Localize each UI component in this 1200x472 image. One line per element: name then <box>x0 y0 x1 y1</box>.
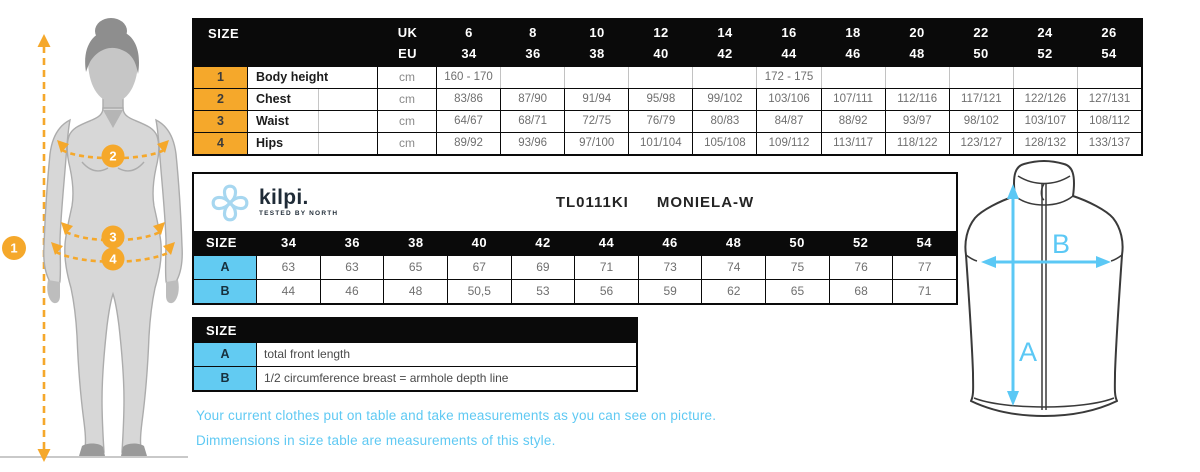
size-header-label: SIZE <box>208 26 240 41</box>
row-value: 93/97 <box>886 111 950 132</box>
row-label: Body height <box>248 67 378 88</box>
row-value: 74 <box>702 256 766 279</box>
eu-size: 44 <box>781 45 797 61</box>
row-value: 75 <box>766 256 830 279</box>
product-table-rows <box>194 255 956 303</box>
body-table-row <box>194 132 1141 154</box>
row-value: 84/87 <box>757 111 821 132</box>
row-value: 48 <box>384 280 448 303</box>
uk-size: 18 <box>845 25 861 41</box>
row-value: 56 <box>575 280 639 303</box>
product-size: 46 <box>662 235 678 250</box>
product-size: 48 <box>725 235 742 250</box>
note-line-1: Your current clothes put on table and take measurements as you can see on picture. <box>196 408 717 423</box>
row-value: 113/117 <box>822 133 886 154</box>
row-value: 87/90 <box>501 89 565 110</box>
product-title <box>354 194 956 211</box>
uk-size: 22 <box>973 25 989 41</box>
marker-3: 3 <box>109 229 117 245</box>
body-table-row <box>194 110 1141 132</box>
legend-row <box>194 342 636 366</box>
row-value <box>1078 67 1141 88</box>
row-value: 64/67 <box>437 111 501 132</box>
body-size-column <box>501 20 565 66</box>
row-number: 1 <box>194 67 248 88</box>
row-value: 117/121 <box>950 89 1014 110</box>
uk-size: 8 <box>529 25 537 41</box>
row-value <box>693 67 757 88</box>
product-size: 54 <box>916 235 932 250</box>
row-value: 62 <box>702 280 766 303</box>
legend-header: SIZE <box>194 319 636 342</box>
row-value: 80/83 <box>693 111 757 132</box>
legend-rows <box>194 342 636 390</box>
brand-tagline: TESTED BY NORTH <box>259 210 339 217</box>
brand-name: kilpi. <box>259 186 309 209</box>
row-value <box>501 67 565 88</box>
row-value: 122/126 <box>1014 89 1078 110</box>
row-value: 128/132 <box>1014 133 1078 154</box>
body-size-column <box>949 20 1013 66</box>
body-size-column <box>821 20 885 66</box>
legend-table <box>192 317 638 392</box>
uk-size: 20 <box>909 25 925 41</box>
row-value <box>565 67 629 88</box>
marker-4: 4 <box>109 251 117 267</box>
row-value: 77 <box>918 260 932 274</box>
product-size: 42 <box>535 235 551 250</box>
row-value: 72/75 <box>565 111 629 132</box>
eu-size: 52 <box>1037 45 1053 61</box>
row-value: 118/122 <box>886 133 950 154</box>
row-number: 4 <box>194 133 248 154</box>
eu-size: 38 <box>589 45 605 61</box>
row-value: 46 <box>321 280 385 303</box>
uk-label: UK <box>397 25 418 41</box>
row-value: 108/112 <box>1089 115 1130 127</box>
row-value: 50,5 <box>448 280 512 303</box>
eu-size: 40 <box>653 45 669 61</box>
row-unit: cm <box>378 111 437 132</box>
body-size-column <box>437 20 501 66</box>
product-size-header <box>194 231 956 255</box>
row-value: 65 <box>384 256 448 279</box>
row-label: A <box>194 256 257 279</box>
row-value: 103/107 <box>1014 111 1078 132</box>
row-value: 109/112 <box>757 133 821 154</box>
row-value: 99/102 <box>693 89 757 110</box>
row-value: 91/94 <box>565 89 629 110</box>
row-label: Chest <box>248 89 378 110</box>
row-value: 95/98 <box>629 89 693 110</box>
row-value: 112/116 <box>886 89 950 110</box>
row-value <box>822 67 886 88</box>
body-measurements-table <box>192 18 1143 156</box>
row-value: 97/100 <box>565 133 629 154</box>
row-number: 3 <box>194 111 248 132</box>
eu-label: EU <box>398 45 417 61</box>
row-value: 127/131 <box>1088 93 1131 105</box>
body-table-row <box>194 66 1141 88</box>
marker-2: 2 <box>109 148 117 164</box>
vest-label-a: A <box>1019 337 1038 367</box>
body-size-column <box>693 20 757 66</box>
row-value <box>629 67 693 88</box>
row-unit: cm <box>378 133 437 154</box>
row-value: 98/102 <box>950 111 1014 132</box>
eu-size: 50 <box>973 45 989 61</box>
row-label: B <box>194 280 257 303</box>
row-value: 44 <box>257 280 321 303</box>
arrow-up-icon <box>38 34 51 47</box>
row-label: Waist <box>248 111 378 132</box>
row-value: 63 <box>321 256 385 279</box>
row-value: 68/71 <box>501 111 565 132</box>
row-value: 133/137 <box>1088 137 1131 149</box>
figure-svg <box>0 0 190 472</box>
row-label: Hips <box>248 133 378 154</box>
kilpi-knot-icon <box>210 183 250 223</box>
row-value: 123/127 <box>950 133 1014 154</box>
row-value: 101/104 <box>629 133 693 154</box>
row-number: 2 <box>194 89 248 110</box>
body-size-column <box>1077 20 1141 66</box>
row-value: 88/92 <box>822 111 886 132</box>
body-size-column <box>565 20 629 66</box>
row-value: 71 <box>918 284 932 298</box>
body-size-column <box>629 20 693 66</box>
uk-size: 14 <box>717 25 733 41</box>
garment-size-table <box>192 172 958 305</box>
marker-1: 1 <box>10 240 18 256</box>
product-size: 34 <box>281 235 297 250</box>
row-value: 105/108 <box>693 133 757 154</box>
product-table-row <box>194 279 956 303</box>
row-value: 53 <box>512 280 576 303</box>
row-value: 93/96 <box>501 133 565 154</box>
body-table-header <box>194 20 1141 66</box>
eu-size: 36 <box>525 45 541 61</box>
row-value: 89/92 <box>437 133 501 154</box>
product-size-columns <box>257 231 956 255</box>
vest-svg <box>956 158 1176 418</box>
row-value <box>1014 67 1078 88</box>
eu-size: 42 <box>717 45 733 61</box>
row-value: 59 <box>639 280 703 303</box>
kilpi-logo <box>194 183 338 223</box>
vest-label-b: B <box>1052 229 1071 259</box>
brand-bar <box>194 174 956 231</box>
uk-size: 6 <box>465 25 473 41</box>
body-figure-illustration <box>0 0 190 472</box>
row-value: 71 <box>575 256 639 279</box>
product-table-row <box>194 255 956 279</box>
row-value: 69 <box>512 256 576 279</box>
uk-size: 24 <box>1037 25 1053 41</box>
row-value: 172 - 175 <box>757 67 821 88</box>
vest-illustration <box>956 158 1176 418</box>
notes <box>196 403 716 453</box>
eu-size: 34 <box>461 45 477 61</box>
product-size: 40 <box>471 235 488 250</box>
eu-size: 48 <box>909 45 925 61</box>
row-value: 63 <box>257 256 321 279</box>
row-value: 76/79 <box>629 111 693 132</box>
product-size: 50 <box>789 235 805 250</box>
arrow-down-icon <box>38 449 51 462</box>
row-value: 76 <box>830 256 894 279</box>
row-value <box>886 67 950 88</box>
product-size: 36 <box>344 235 361 250</box>
product-size: 38 <box>408 235 424 250</box>
body-size-column <box>757 20 821 66</box>
row-unit: cm <box>378 67 437 88</box>
body-size-column <box>1013 20 1077 66</box>
row-value: 107/111 <box>822 89 886 110</box>
row-value: 73 <box>639 256 703 279</box>
uk-size: 26 <box>1101 25 1117 41</box>
uk-size: 12 <box>653 25 669 41</box>
body-size-columns <box>437 20 1141 66</box>
row-value: 103/106 <box>757 89 821 110</box>
row-label: A <box>194 343 257 366</box>
eu-size: 54 <box>1101 45 1117 61</box>
row-description: 1/2 circumference breast = armhole depth line <box>264 371 509 385</box>
body-table-rows <box>194 66 1141 154</box>
product-name: MONIELA-W <box>656 194 755 211</box>
row-value: 67 <box>448 256 512 279</box>
row-value: 160 - 170 <box>437 67 501 88</box>
row-label: B <box>194 367 257 390</box>
note-line-2: Dimmensions in size table are measurements of this style. <box>196 433 556 448</box>
row-value: 83/86 <box>437 89 501 110</box>
product-code: TL0111KI <box>555 194 629 211</box>
row-value: 65 <box>766 280 830 303</box>
product-size: 52 <box>852 235 869 250</box>
body-size-column <box>885 20 949 66</box>
uk-size: 10 <box>589 25 605 41</box>
row-unit: cm <box>378 89 437 110</box>
body-table-row <box>194 88 1141 110</box>
row-description: total front length <box>264 347 351 361</box>
logo-text <box>259 188 338 217</box>
eu-size: 46 <box>845 45 861 61</box>
uk-eu-header <box>378 20 437 66</box>
uk-size: 16 <box>781 25 797 41</box>
legend-row <box>194 366 636 390</box>
row-value <box>950 67 1014 88</box>
row-value: 68 <box>830 280 894 303</box>
product-size: 44 <box>598 235 615 250</box>
size-header-label: SIZE <box>206 235 237 250</box>
